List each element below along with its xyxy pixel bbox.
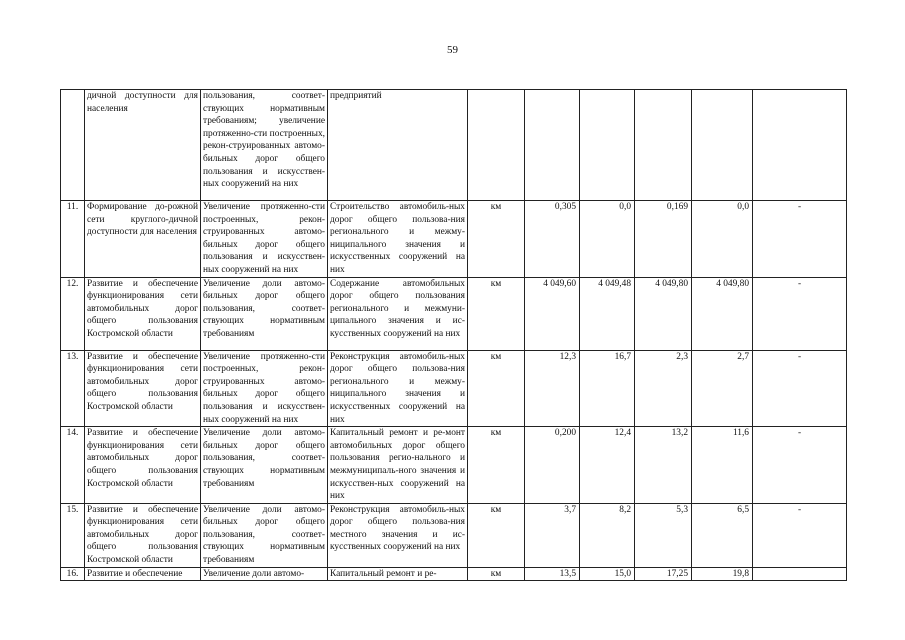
indicator-cell: Увеличение доли автомо- — [201, 567, 328, 581]
event-cell: Содержание автомобильных дорог общего пользования регионального и межмуни-ципального значения и ис-кусственных сооружений на них — [328, 277, 468, 350]
table-row — [61, 503, 847, 567]
event-cell: Строительство автомобиль-ных дорог общего пользова-ния регионального и межму-ниципального значения и искусственных сооружений на них — [328, 201, 468, 278]
table-body — [61, 90, 847, 581]
value-cell: 0,0 — [692, 201, 753, 278]
row-number: 12. — [61, 277, 85, 350]
unit-cell: км — [468, 350, 525, 427]
value-cell — [692, 90, 753, 201]
row-number: 16. — [61, 567, 85, 581]
table-row — [61, 567, 847, 581]
value-cell: 11,6 — [692, 427, 753, 504]
value-cell: 4 049,60 — [525, 277, 580, 350]
note-cell — [753, 90, 847, 201]
value-cell: 6,5 — [692, 503, 753, 567]
indicator-cell: пользования, соответ-ствующих нормативным требованиям; увеличение протяженно-сти построенных, рекон-струированных автомо-бильных дорог общего пользования и искусствен-ных сооружений на них — [201, 90, 328, 201]
indicator-cell: Увеличение протяженно-сти построенных, рекон-струированных автомо-бильных дорог общего пользования и искусствен-ных сооружений на них — [201, 350, 328, 427]
table-row — [61, 350, 847, 427]
row-number: 14. — [61, 427, 85, 504]
table-row — [61, 90, 847, 201]
value-cell: 4 049,80 — [635, 277, 692, 350]
event-cell: Капитальный ремонт и ре-монт автомобильных дорог общего пользования регио-нального и межмуниципаль-ного значения и искусствен-ных сооружений на них — [328, 427, 468, 504]
indicator-cell: Увеличение доли автомо-бильных дорог общего пользования, соответ-ствующих нормативным требованиям — [201, 503, 328, 567]
value-cell: 15,0 — [580, 567, 635, 581]
value-cell — [525, 90, 580, 201]
value-cell: 12,3 — [525, 350, 580, 427]
value-cell: 4 049,80 — [692, 277, 753, 350]
event-cell: Реконструкция автомобиль-ных дорог общего пользова-ния местного значения и ис-кусственных сооружений на них — [328, 503, 468, 567]
page-number: 59 — [447, 44, 458, 56]
unit-cell: км — [468, 503, 525, 567]
value-cell: 0,0 — [580, 201, 635, 278]
value-cell — [580, 90, 635, 201]
value-cell: 19,8 — [692, 567, 753, 581]
goal-cell: Развитие и обеспечение функционирования сети автомобильных дорог общего пользования Костромской области — [85, 427, 201, 504]
row-number — [61, 90, 85, 201]
value-cell: 17,25 — [635, 567, 692, 581]
unit-cell: км — [468, 201, 525, 278]
goal-cell: Развитие и обеспечение функционирования сети автомобильных дорог общего пользования Костромской области — [85, 277, 201, 350]
table-row — [61, 201, 847, 278]
row-number: 11. — [61, 201, 85, 278]
row-number: 13. — [61, 350, 85, 427]
note-cell — [753, 567, 847, 581]
goal-cell: Формирование до-рожной сети круглого-дичной доступности для населения — [85, 201, 201, 278]
value-cell: 4 049,48 — [580, 277, 635, 350]
value-cell — [635, 90, 692, 201]
note-cell: - — [753, 503, 847, 567]
value-cell: 0,200 — [525, 427, 580, 504]
table-row — [61, 427, 847, 504]
indicator-cell: Увеличение доли автомо-бильных дорог общего пользования, соответ-ствующих нормативным требованиям — [201, 427, 328, 504]
unit-cell — [468, 90, 525, 201]
event-cell: Реконструкция автомобиль-ных дорог общего пользова-ния регионального и межму-ниципального значения и искусственных сооружений на них — [328, 350, 468, 427]
event-cell: предприятий — [328, 90, 468, 201]
unit-cell: км — [468, 567, 525, 581]
value-cell: 2,3 — [635, 350, 692, 427]
goal-cell: дичной доступности для населения — [85, 90, 201, 201]
goal-cell: Развитие и обеспечение — [85, 567, 201, 581]
note-cell: - — [753, 427, 847, 504]
value-cell: 13,2 — [635, 427, 692, 504]
row-number: 15. — [61, 503, 85, 567]
goal-cell: Развитие и обеспечение функционирования сети автомобильных дорог общего пользования Костромской области — [85, 350, 201, 427]
value-cell: 5,3 — [635, 503, 692, 567]
value-cell: 12,4 — [580, 427, 635, 504]
goal-cell: Развитие и обеспечение функционирования сети автомобильных дорог общего пользования Костромской области — [85, 503, 201, 567]
note-cell: - — [753, 201, 847, 278]
note-cell: - — [753, 350, 847, 427]
event-cell: Капитальный ремонт и ре- — [328, 567, 468, 581]
value-cell: 13,5 — [525, 567, 580, 581]
indicator-cell: Увеличение протяженно-сти построенных, рекон-струированных автомо-бильных дорог общего пользования и искусствен-ных сооружений на них — [201, 201, 328, 278]
value-cell: 0,305 — [525, 201, 580, 278]
indicators-table — [60, 89, 847, 581]
value-cell: 2,7 — [692, 350, 753, 427]
value-cell: 3,7 — [525, 503, 580, 567]
value-cell: 8,2 — [580, 503, 635, 567]
indicator-cell: Увеличение доли автомо-бильных дорог общего пользования, соответ-ствующих нормативным требованиям — [201, 277, 328, 350]
value-cell: 0,169 — [635, 201, 692, 278]
note-cell: - — [753, 277, 847, 350]
unit-cell: км — [468, 427, 525, 504]
table-row — [61, 277, 847, 350]
unit-cell: км — [468, 277, 525, 350]
value-cell: 16,7 — [580, 350, 635, 427]
